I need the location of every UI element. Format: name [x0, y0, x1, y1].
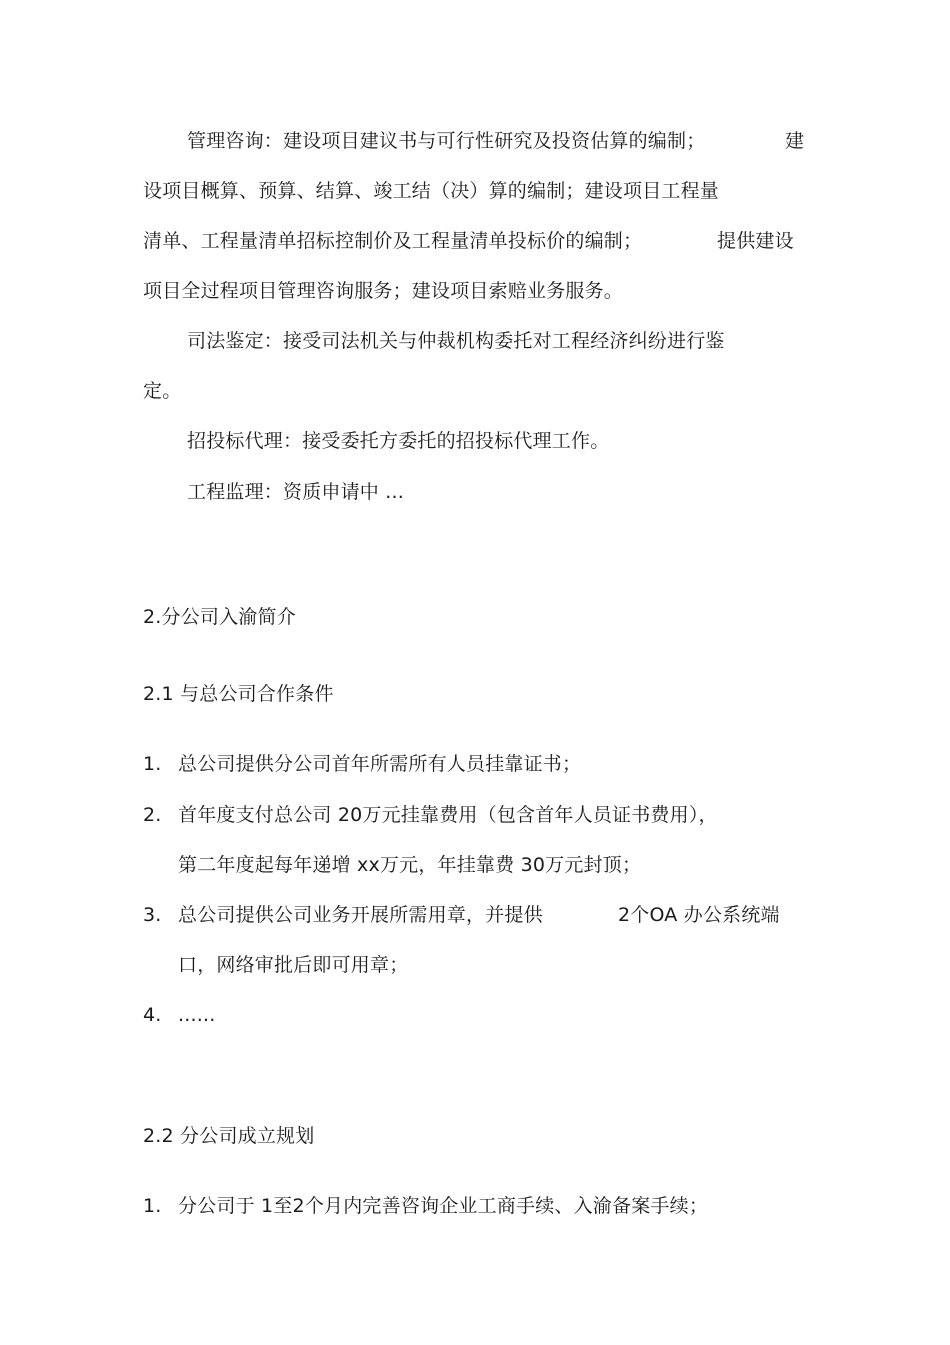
list-item-number	[143, 903, 162, 927]
item-3-text-2: 口，网络审批后即可用章；	[178, 954, 409, 976]
list-item	[178, 803, 718, 827]
judicial-line-1	[187, 329, 725, 353]
consulting-line-2	[143, 179, 719, 203]
judicial-text-2: 定。	[143, 380, 182, 402]
list-item-number	[143, 803, 162, 827]
consulting-text-3: 清单、工程量清单招标控制价及工程量清单投标价的编制；	[143, 230, 643, 252]
section-2-heading	[143, 605, 296, 629]
consulting-line-4	[143, 279, 623, 303]
section-2-heading-text: 2.分公司入渝简介	[143, 606, 296, 628]
consulting-line-1	[187, 129, 705, 153]
supervision-line	[187, 480, 404, 504]
list-item	[178, 752, 581, 776]
list-item-number	[143, 752, 162, 776]
supervision-text: 工程监理：资质申请中 ...	[187, 481, 404, 503]
section-2-1-heading	[143, 682, 334, 706]
list-item	[178, 1003, 215, 1027]
list-item-number	[143, 1003, 162, 1027]
bidding-line	[187, 429, 609, 453]
bidding-text: 招投标代理：接受委托方委托的招投标代理工作。	[187, 430, 610, 452]
list-item-continuation	[178, 853, 641, 877]
item-1-number: 1.	[143, 753, 162, 775]
list-item-continuation	[178, 953, 408, 977]
judicial-line-2	[143, 379, 181, 403]
item-1-text: 总公司提供分公司首年所需所有人员挂靠证书；	[178, 753, 582, 775]
item-4-text: ......	[178, 1004, 216, 1026]
section-2-1-heading-text: 2.1 与总公司合作条件	[143, 683, 334, 705]
consulting-text-1-tail: 建	[785, 130, 805, 152]
plan-item-1-number: 1.	[143, 1195, 162, 1217]
consulting-text-1: 管理咨询：建设项目建议书与可行性研究及投资估算的编制；	[187, 130, 706, 152]
item-2-text-1: 首年度支付总公司 20万元挂靠费用（包含首年人员证书费用），	[178, 804, 718, 826]
consulting-line-1-tail	[785, 129, 804, 153]
list-item-number	[143, 1194, 162, 1218]
item-3-number: 3.	[143, 904, 162, 926]
list-item	[178, 1194, 708, 1218]
item-2-text-2: 第二年度起每年递增 xx万元，年挂靠费 30万元封顶；	[178, 854, 642, 876]
consulting-line-3-tail	[717, 229, 794, 253]
list-item	[178, 903, 543, 927]
item-3-text-1-tail: 2个OA 办公系统端	[618, 904, 780, 926]
consulting-text-4: 项目全过程项目管理咨询服务；建设项目索赔业务服务。	[143, 280, 624, 302]
item-4-number: 4.	[143, 1004, 162, 1026]
section-2-2-heading	[143, 1124, 314, 1148]
item-2-number: 2.	[143, 804, 162, 826]
consulting-line-3	[143, 229, 642, 253]
consulting-text-3-tail: 提供建设	[717, 230, 794, 252]
item-3-text-1: 总公司提供公司业务开展所需用章，并提供	[178, 904, 543, 926]
section-2-2-heading-text: 2.2 分公司成立规划	[143, 1125, 315, 1147]
list-item-tail	[618, 903, 780, 927]
consulting-text-2: 设项目概算、预算、结算、竣工结（决）算的编制；建设项目工程量	[143, 180, 720, 202]
judicial-text-1: 司法鉴定：接受司法机关与仲裁机构委托对工程经济纠纷进行鉴	[187, 330, 725, 352]
plan-item-1-text: 分公司于 1至2个月内完善咨询企业工商手续、入渝备案手续；	[178, 1195, 709, 1217]
